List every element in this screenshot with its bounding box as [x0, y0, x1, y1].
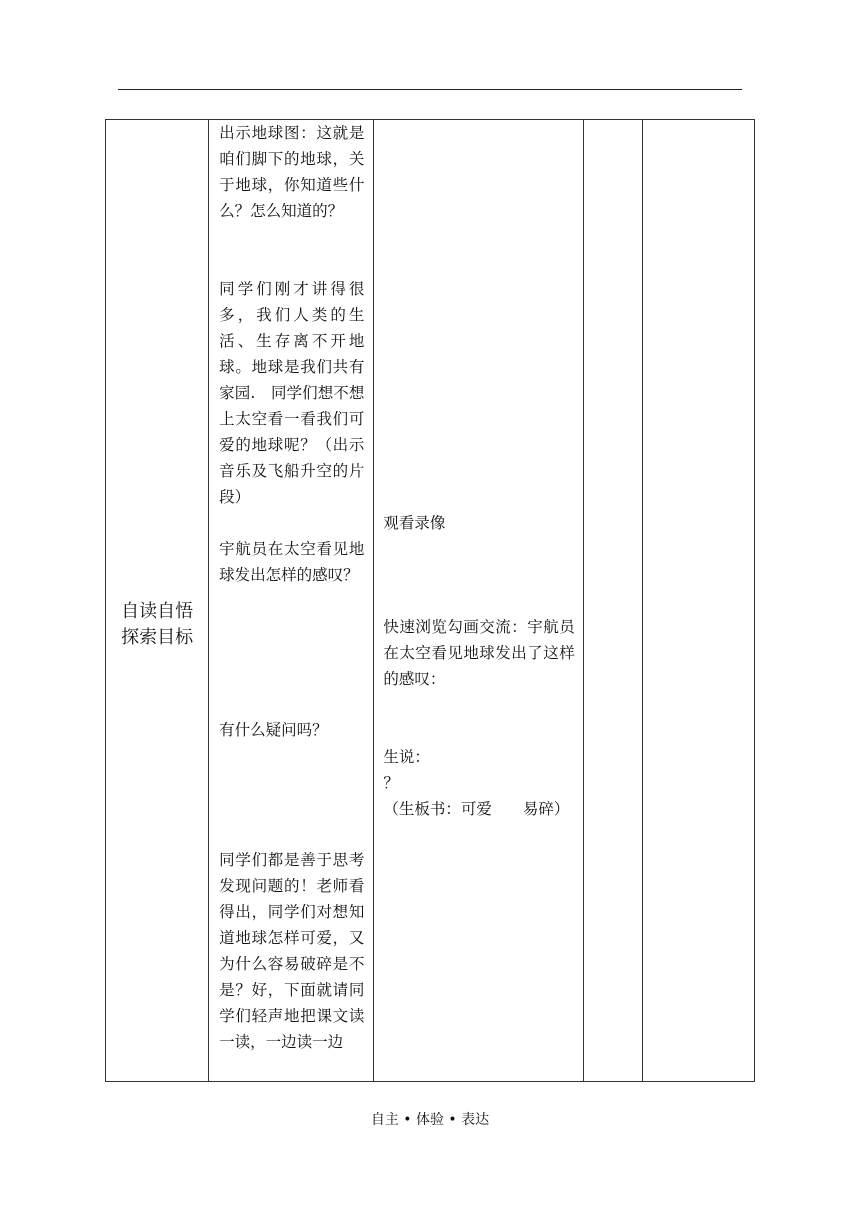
empty-cell [583, 120, 642, 1082]
student-paragraph: 观看录像 [383, 514, 446, 532]
teacher-paragraph: 同学们都是善于思考发现问题的！老师看得出，同学们对想知道地球怎样可爱，又为什么容易破碎是不是？好，下面就请同学们轻声地把课文读一读，一边读一边 [219, 851, 365, 1051]
student-paragraph: （生板书：可爱 易碎） [383, 800, 570, 818]
empty-cell [642, 120, 754, 1082]
table-row [106, 120, 755, 1082]
student-activity-cell [374, 120, 583, 1082]
lesson-plan-table [105, 119, 755, 1082]
teacher-paragraph: 宇航员在太空看见地球发出怎样的感叹？ [219, 540, 365, 584]
student-paragraph: 快速浏览勾画交流：宇航员在太空看见地球发出了这样的感叹： [383, 618, 575, 688]
teacher-paragraph: 同学们刚才讲得很多，我们人类的生活、生存离不开地球。地球是我们共有家园. 同学们想不想上太空看一看我们可爱的地球呢？（出示音乐及飞船升空的片段） [219, 280, 365, 506]
student-paragraph: 生说： [383, 748, 430, 766]
teacher-paragraph: 有什么疑问吗？ [219, 721, 328, 739]
page-footer: 自主 • 体验 • 表达 [370, 1112, 490, 1128]
stage-label: 自读自悟 探索目标 [121, 600, 194, 648]
teacher-activity-cell [209, 120, 374, 1082]
stage-cell [106, 120, 209, 1082]
header-rule [118, 89, 742, 90]
student-paragraph: ？ [383, 774, 399, 792]
teacher-paragraph: 出示地球图：这就是咱们脚下的地球，关于地球，你知道些什么？怎么知道的？ [219, 124, 365, 220]
